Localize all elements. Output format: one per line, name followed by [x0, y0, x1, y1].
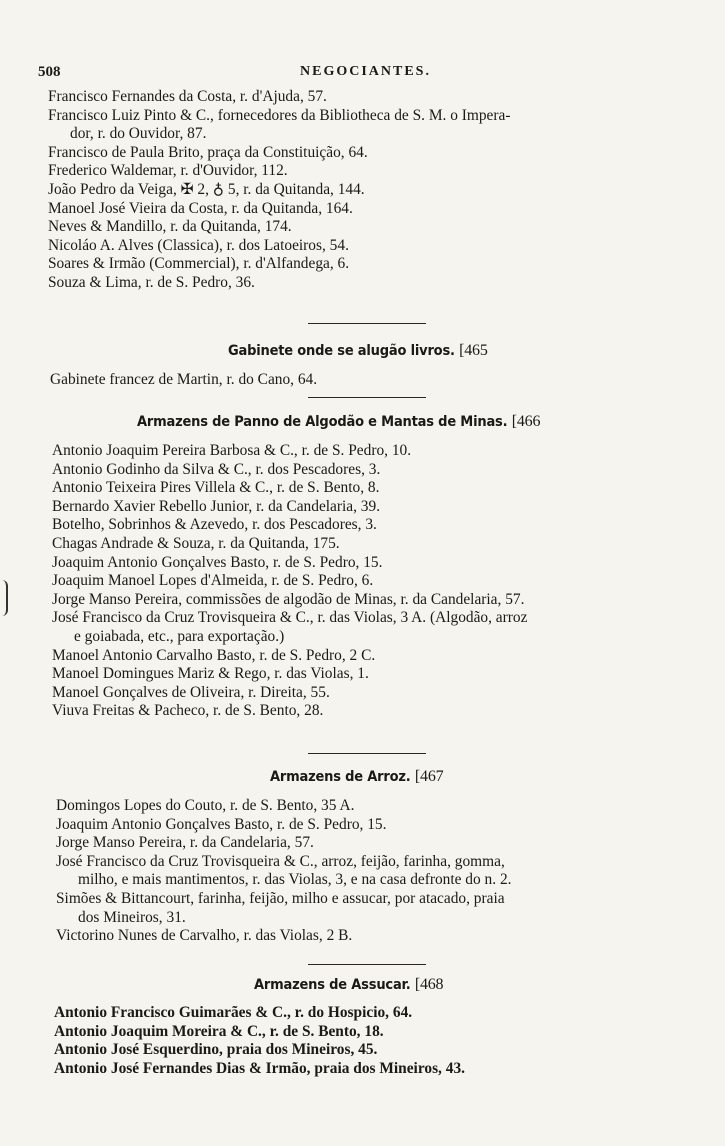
section-heading-text: Armazens de Arroz.	[270, 769, 411, 785]
section-title-465	[228, 342, 488, 360]
page-header	[38, 64, 688, 86]
entry-list	[50, 371, 725, 390]
list-item	[48, 255, 725, 274]
rice-warehouses-list	[56, 797, 725, 946]
entry-text: Nicoláo A. Alves (Classica), r. dos Latoeiros, 54.	[48, 236, 349, 254]
list-item	[48, 218, 725, 237]
entry-continuation: e goiabada, etc., para exportação.)	[74, 627, 285, 645]
entry-text: Antonio José Esquerdino, praia dos Mineiros, 45.	[54, 1041, 378, 1059]
entry-text: Joaquim Antonio Gonçalves Basto, r. de S. Pedro, 15.	[56, 815, 387, 833]
section-heading-text: Armazens de Assucar.	[254, 977, 411, 993]
list-item	[52, 479, 725, 498]
entry-text: José Francisco da Cruz Trovisqueira & C., arroz, feijão, farinha, gomma,	[56, 852, 505, 870]
entry-text: Soares & Irmão (Commercial), r. d'Alfandega, 6.	[48, 255, 350, 273]
entry-continuation: dos Mineiros, 31.	[78, 908, 186, 926]
list-item	[52, 498, 725, 517]
binding-bracket-mark	[0, 580, 8, 616]
entry-list	[52, 442, 725, 721]
entry-text: Frederico Waldemar, r. d'Ouvidor, 112.	[48, 162, 288, 180]
section-number: [467	[414, 768, 444, 785]
entry-text: João Pedro da Veiga, ✠ 2, ♁ 5, r. da Quitanda, 144.	[48, 180, 365, 198]
section-divider	[308, 753, 426, 754]
list-item	[48, 181, 725, 200]
section-title-467	[270, 768, 443, 786]
entry-text: Botelho, Sobrinhos & Azevedo, r. dos Pescadores, 3.	[52, 516, 377, 534]
list-item	[56, 890, 725, 927]
reading-room-list	[50, 371, 725, 390]
entry-continuation: dor, r. do Ouvidor, 87.	[70, 125, 207, 143]
entry-text: Joaquim Antonio Gonçalves Basto, r. de S. Pedro, 15.	[52, 553, 383, 571]
list-item	[52, 684, 725, 703]
entry-text: Domingos Lopes do Couto, r. de S. Bento, 35 A.	[56, 797, 355, 814]
entry-text: Manoel Domingues Mariz & Rego, r. das Violas, 1.	[52, 665, 369, 683]
entry-text: Manoel José Vieira da Costa, r. da Quitanda, 164.	[48, 199, 353, 217]
list-item	[54, 1004, 725, 1023]
list-item	[48, 162, 725, 181]
section-divider	[308, 397, 426, 398]
entry-text: Bernardo Xavier Rebello Junior, r. da Candelaria, 39.	[52, 497, 381, 515]
list-item	[56, 927, 725, 946]
list-item	[56, 853, 725, 890]
page-title: NEGOCIANTES.	[300, 64, 431, 79]
entry-text: Francisco Fernandes da Costa, r. d'Ajuda, 57.	[48, 88, 327, 105]
list-item	[52, 665, 725, 684]
list-item	[54, 1041, 725, 1060]
list-item	[52, 516, 725, 535]
list-item	[52, 461, 725, 480]
entry-text: Joaquim Manoel Lopes d'Almeida, r. de S. Pedro, 6.	[52, 572, 374, 590]
entry-text: Manoel Antonio Carvalho Basto, r. de S. Pedro, 2 C.	[52, 646, 376, 664]
list-item	[52, 647, 725, 666]
entry-text: Francisco de Paula Brito, praça da Constituição, 64.	[48, 143, 368, 161]
section-heading-text: Armazens de Panno de Algodão e Mantas de Minas.	[137, 414, 508, 430]
entry-text: Simões & Bittancourt, farinha, feijão, milho e assucar, por atacado, praia	[56, 889, 505, 907]
entry-text: Antonio Francisco Guimarães & C., r. do Hospicio, 64.	[54, 1004, 413, 1021]
list-item	[52, 609, 725, 646]
entry-text: José Francisco da Cruz Trovisqueira & C., r. das Violas, 3 A. (Algodão, arroz	[52, 609, 528, 627]
list-item	[48, 107, 725, 144]
list-item	[48, 200, 725, 219]
list-item	[52, 535, 725, 554]
section-heading-text: Gabinete onde se alugão livros.	[228, 343, 455, 359]
section-title-466	[137, 413, 540, 431]
section-divider	[308, 964, 426, 965]
entry-text: Victorino Nunes de Carvalho, r. das Violas, 2 B.	[56, 927, 353, 945]
list-item	[52, 554, 725, 573]
booksellers-list	[48, 88, 725, 293]
list-item	[48, 144, 725, 163]
entry-text: Souza & Lima, r. de S. Pedro, 36.	[48, 273, 255, 291]
entry-text: Viuva Freitas & Pacheco, r. de S. Bento, 28.	[52, 702, 324, 720]
entry-list	[56, 797, 725, 946]
entry-text: Jorge Manso Pereira, r. da Candelaria, 57.	[56, 834, 314, 852]
section-number: [468	[414, 976, 444, 993]
list-item	[52, 572, 725, 591]
entry-continuation: milho, e mais mantimentos, r. das Violas, 3, e na casa defronte do n. 2.	[78, 871, 512, 889]
section-divider	[308, 323, 426, 324]
list-item	[56, 797, 725, 816]
list-item	[48, 237, 725, 256]
list-item	[48, 274, 725, 293]
list-item	[52, 591, 725, 610]
list-item	[52, 442, 725, 461]
list-item	[56, 834, 725, 853]
cotton-cloth-warehouses-list	[52, 442, 725, 721]
entry-list	[54, 1004, 725, 1078]
entry-text: Antonio José Fernandes Dias & Irmão, praia dos Mineiros, 43.	[54, 1059, 465, 1077]
section-title-468	[254, 976, 443, 994]
list-item	[48, 88, 725, 107]
list-item	[54, 1060, 725, 1079]
section-number: [466	[511, 413, 541, 430]
entry-text: Antonio Teixeira Pires Villela & C., r. de S. Bento, 8.	[52, 479, 380, 497]
entry-text: Antonio Joaquim Pereira Barbosa & C., r. de S. Pedro, 10.	[52, 442, 412, 459]
list-item	[50, 371, 725, 390]
entry-text: Neves & Mandillo, r. da Quitanda, 174.	[48, 218, 292, 236]
entry-text: Antonio Joaquim Moreira & C., r. de S. Bento, 18.	[54, 1022, 384, 1040]
section-number: [465	[459, 342, 488, 359]
entry-text: Jorge Manso Pereira, commissões de algodão de Minas, r. da Candelaria, 57.	[52, 590, 525, 608]
entry-text: Gabinete francez de Martin, r. do Cano, 64.	[50, 371, 318, 388]
entry-list	[48, 88, 725, 293]
entry-text: Francisco Luiz Pinto & C., fornecedores da Bibliotheca de S. M. o Impera-	[48, 106, 511, 124]
entry-text: Antonio Godinho da Silva & C., r. dos Pescadores, 3.	[52, 460, 381, 478]
list-item	[56, 816, 725, 835]
sugar-warehouses-list	[54, 1004, 725, 1078]
list-item	[54, 1023, 725, 1042]
page-number: 508	[38, 64, 61, 80]
entry-text: Manoel Gonçalves de Oliveira, r. Direita, 55.	[52, 683, 330, 701]
list-item	[52, 702, 725, 721]
entry-text: Chagas Andrade & Souza, r. da Quitanda, 175.	[52, 534, 340, 552]
